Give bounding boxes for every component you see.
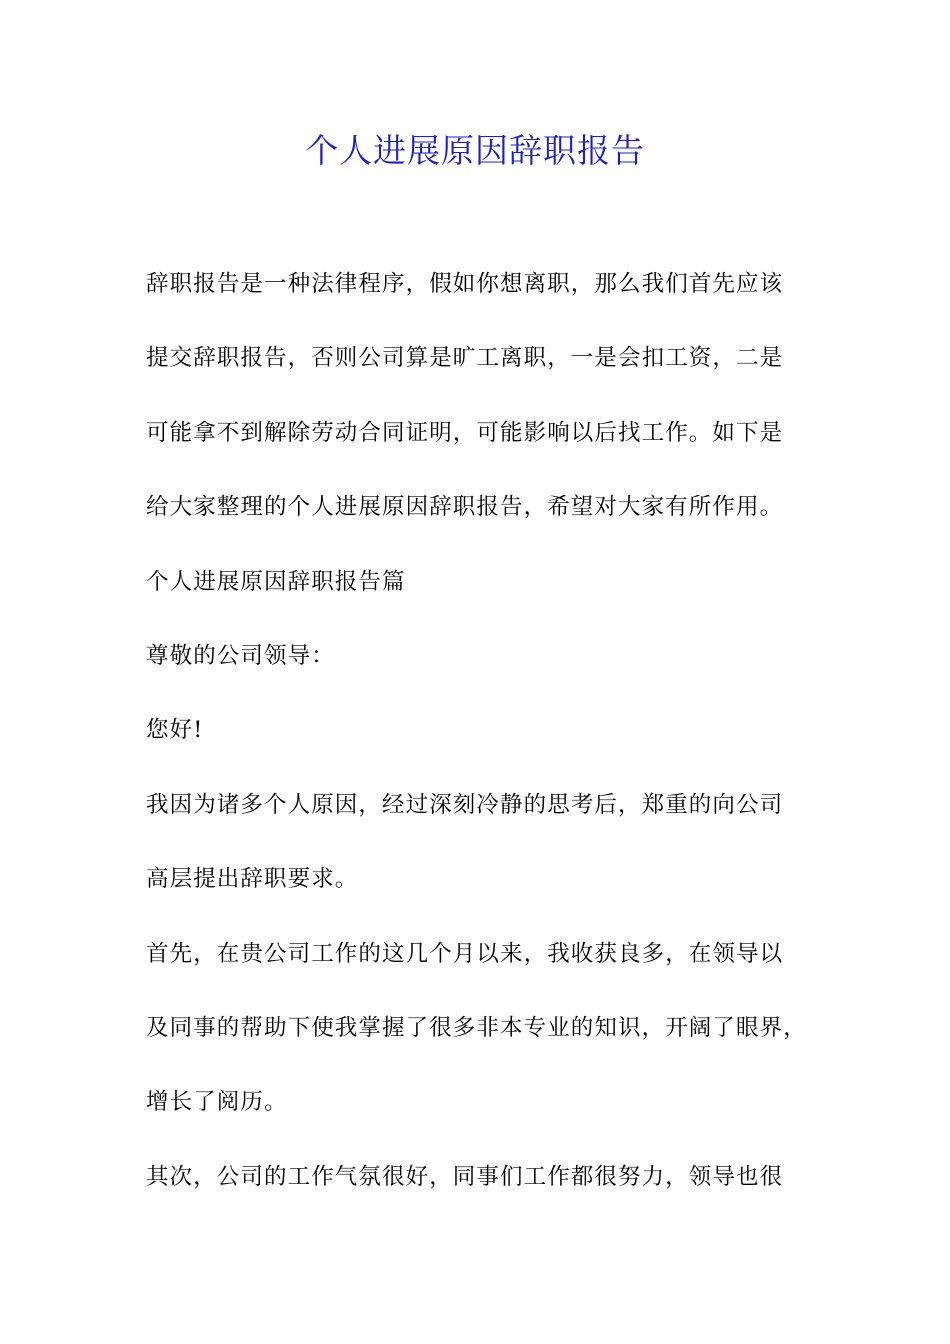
body-line: 可能拿不到解除劳动合同证明，可能影响以后找工作。如下是 (146, 419, 784, 446)
section-heading: 个人进展原因辞职报告篇 (146, 568, 406, 595)
body-line: 高层提出辞职要求。 (146, 866, 359, 893)
body-line: 首先，在贵公司工作的这几个月以来，我收获良多，在领导以 (146, 940, 784, 967)
body-line: 我因为诸多个人原因，经过深刻冷静的思考后，郑重的向公司 (146, 791, 784, 818)
greeting: 您好! (146, 717, 204, 744)
salutation: 尊敬的公司领导： (146, 642, 335, 669)
body-line: 提交辞职报告，否则公司算是旷工离职，一是会扣工资，二是 (146, 345, 784, 372)
document-title: 个人进展原因辞职报告 (305, 131, 645, 170)
body-line: 其次，公司的工作气氛很好，同事们工作都很努力，领导也很 (146, 1163, 784, 1190)
document-body (146, 264, 810, 1231)
body-line: 及同事的帮助下使我掌握了很多非本专业的知识，开阔了眼界， (146, 1014, 807, 1041)
body-line: 增长了阅历。 (146, 1089, 288, 1116)
body-line: 辞职报告是一种法律程序，假如你想离职，那么我们首先应该 (146, 271, 784, 297)
body-line: 给大家整理的个人进展原因辞职报告，希望对大家有所作用。 (146, 494, 784, 521)
